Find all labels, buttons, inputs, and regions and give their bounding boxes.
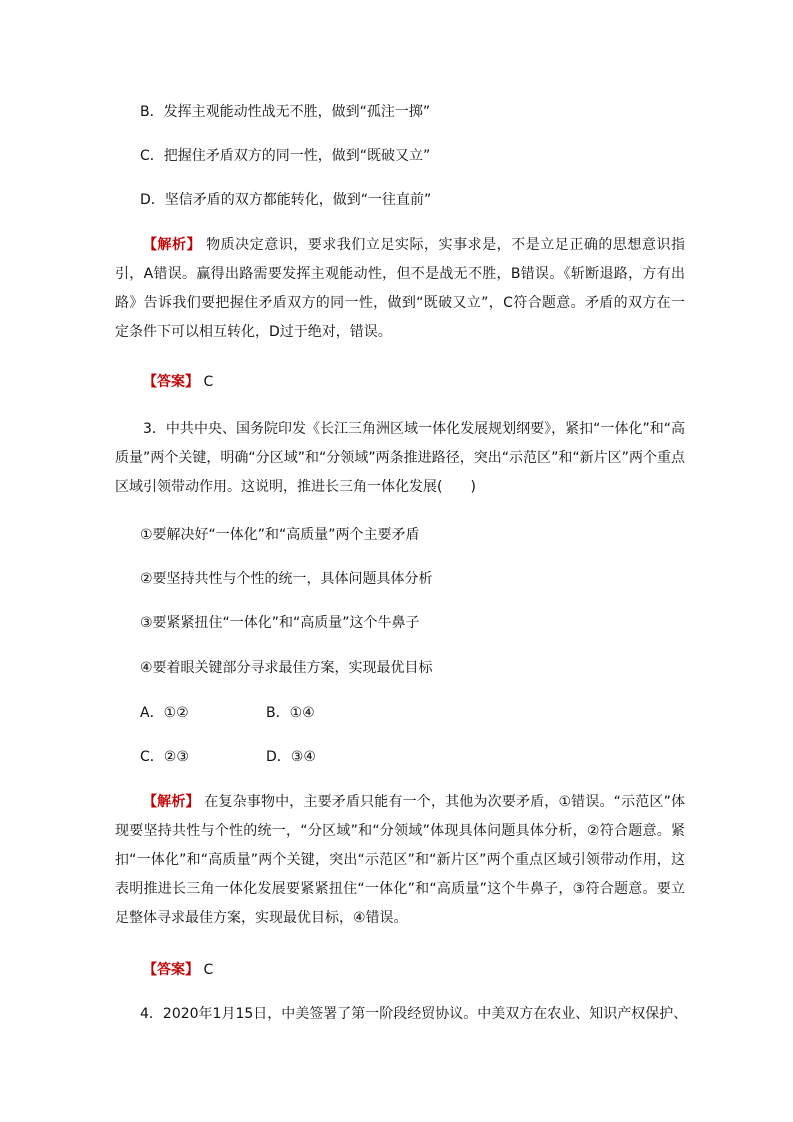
q2-option-c: C．把握住矛盾双方的同一性，做到“既破又立”	[140, 148, 431, 164]
q4-stem: 4．2020年1月15日，中美签署了第一阶段经贸协议。中美双方在农业、知识产权保护、	[140, 1006, 688, 1022]
q2-option-d: D．坚信矛盾的双方都能转化，做到“一往直前”	[140, 192, 432, 208]
analysis-text: 在复杂事物中，主要矛盾只能有一个，其他为次要矛盾，①错误。“示范区”体现要坚持共性与个性的统一，“分区域”和“分领域”体现具体问题具体分析，②符合题意。紧扣“一体化”和“高质量”两个关键，突出“示范区”和“新片区”两个重点区域引领带动作用，这表明推进长三角一体化发展要紧紧扭住“一体化”和“高质量”这个牛鼻子，③符合题意。要立足整体寻求最佳方案，实现最优目标，④错误。	[115, 794, 686, 926]
q3-analysis	[115, 788, 685, 933]
q2-option-b: B．发挥主观能动性战无不胜，做到“孤注一掷”	[140, 104, 431, 120]
q2-analysis	[115, 231, 685, 347]
analysis-text: 物质决定意识，要求我们立足实际，实事求是，不是立足正确的思想意识指引，A错误。赢得出路需要发挥主观能动性，但不是战无不胜，B错误。《斩断退路，方有出路》告诉我们要把握住矛盾双方的同一性，做到“既破又立”，C符合题意。矛盾的双方在一定条件下可以相互转化，D过于绝对，错误。	[115, 237, 686, 340]
q3-item-2: ②要坚持共性与个性的统一，具体问题具体分析	[140, 571, 433, 587]
q3-option-c: C．②③	[140, 749, 189, 765]
answer-tag: 【答案】	[143, 962, 199, 978]
q3-option-b: B．①④	[266, 705, 315, 721]
q3-item-1: ①要解决好“一体化”和“高质量”两个主要矛盾	[140, 527, 420, 543]
q3-answer	[143, 960, 213, 980]
answer-value: C	[203, 962, 214, 978]
answer-value: C	[203, 374, 214, 390]
answer-tag: 【答案】	[143, 374, 199, 390]
q3-stem: 3．中共中央、国务院印发《长江三角洲区域一体化发展规划纲要》，紧扣“一体化”和“高质量”两个关键，明确“分区域”和“分领域”两条推进路径，突出“示范区”和“新片区”两个重点区域引领带动作用。这说明，推进长三角一体化发展( )	[115, 421, 685, 495]
analysis-tag: 【解析】	[143, 794, 200, 810]
q3-item-3: ③要紧紧扭住“一体化”和“高质量”这个牛鼻子	[140, 615, 420, 631]
analysis-tag: 【解析】	[143, 237, 202, 253]
q3-options-row-2	[140, 747, 316, 767]
q2-answer	[143, 372, 213, 392]
q3-option-d: D．③④	[266, 749, 316, 765]
q3-item-4: ④要着眼关键部分寻求最佳方案，实现最优目标	[140, 660, 433, 676]
q3-options-row-1	[140, 703, 315, 723]
q3-option-a: A．①②	[140, 705, 189, 721]
